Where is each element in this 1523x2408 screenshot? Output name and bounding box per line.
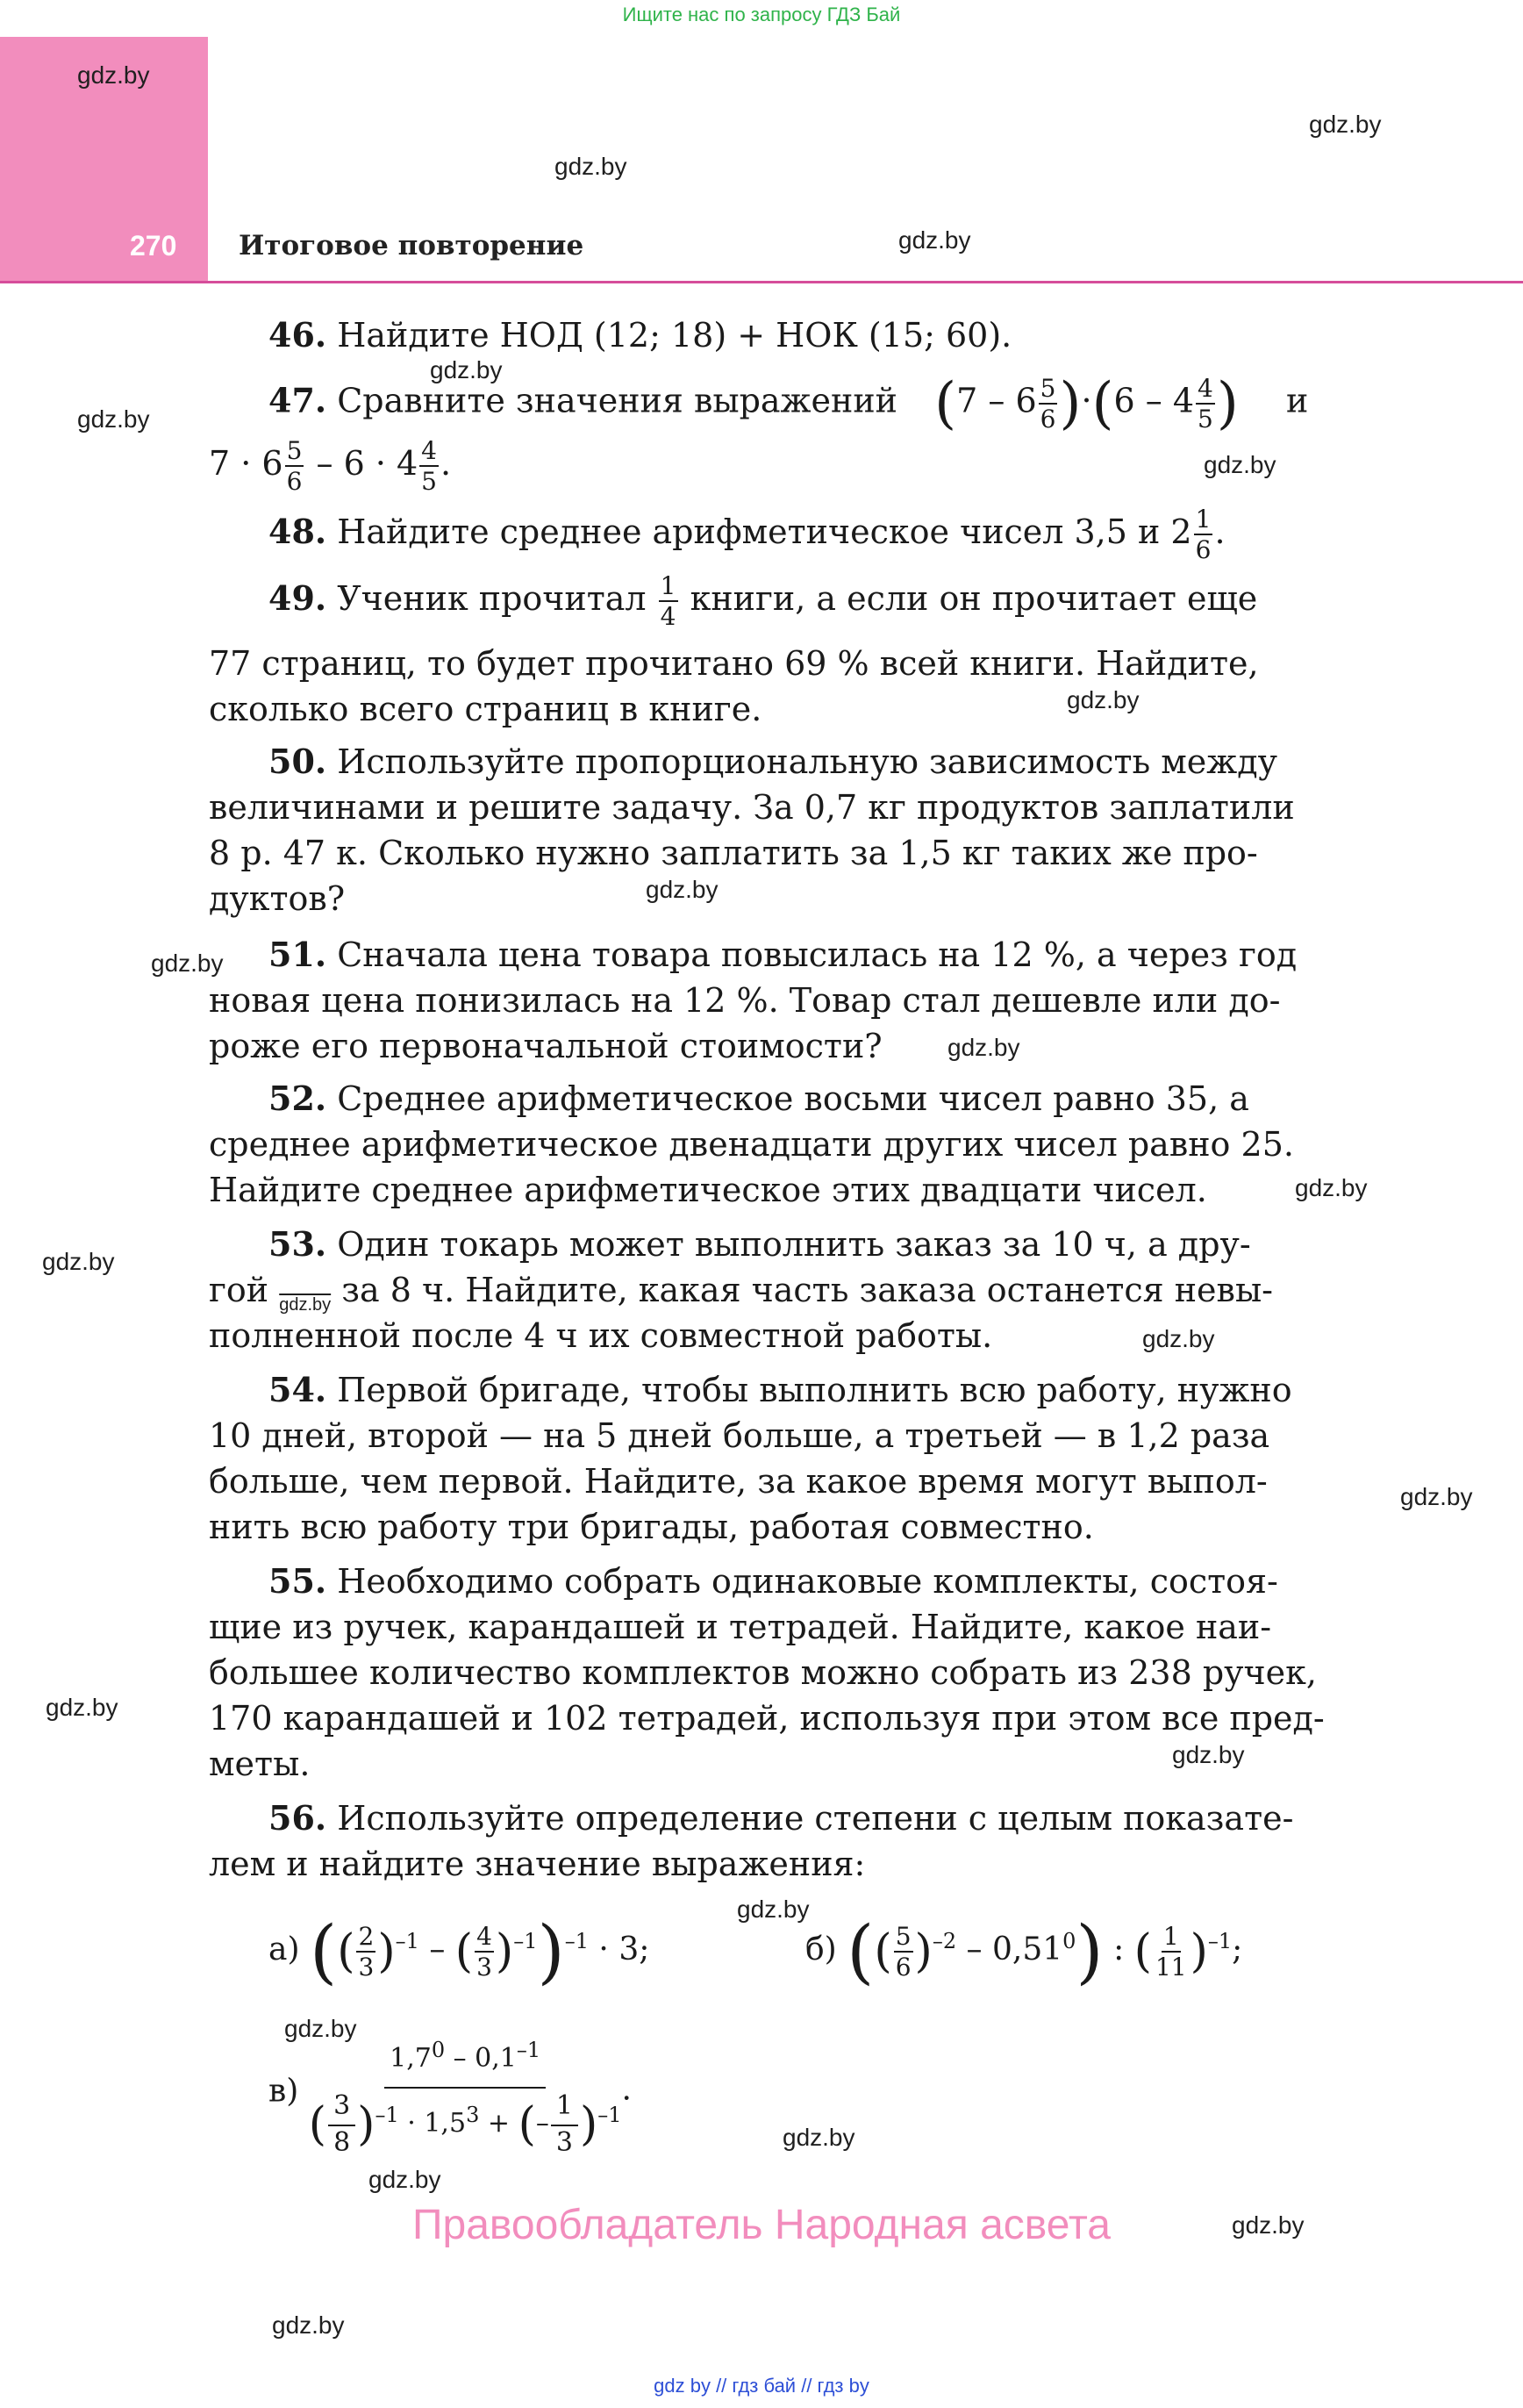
watermark: gdz.by: [646, 876, 719, 903]
watermark: gdz.by: [1309, 111, 1382, 138]
watermark: gdz.by: [1204, 451, 1276, 478]
task-49-line: 77 страниц, то будет прочитано 69 % всей книги. Найдите,: [209, 644, 1259, 683]
watermark: gdz.by: [783, 2124, 855, 2151]
task-51: 51. Сначала цена товара повысилась на 12 %, а через год: [268, 935, 1298, 974]
watermark: gdz.by: [737, 1896, 810, 1923]
watermark: gdz.by: [1400, 1483, 1473, 1510]
task-49-line: сколько всего страниц в книге.: [209, 690, 762, 728]
watermark: gdz.by: [1067, 686, 1140, 713]
task-52: 52. Среднее арифметическое восьми чисел равно 35, а: [268, 1079, 1249, 1118]
watermark: gdz.by: [368, 2166, 441, 2193]
task-47: 47. Сравните значения выражений (7 – 6 $\frac{5}{6}$ )·(6 – 4 $\frac{4}{5}$ ) и: [268, 371, 1309, 436]
task-56-line: лем и найдите значение выражения:: [209, 1845, 866, 1883]
task-55-line: щие из ручек, карандашей и тетрадей. Найдите, какое наи-: [209, 1608, 1272, 1646]
watermark: gdz.by: [947, 1034, 1020, 1061]
task-50: 50. Используйте пропорциональную зависимость между: [268, 742, 1278, 781]
task-49: 49. Ученик прочитал $\frac{1}{4}$ книги, а если он прочитает еще: [268, 571, 1258, 631]
task-52-line: Найдите среднее арифметическое этих двадцати чисел.: [209, 1171, 1207, 1209]
watermark: gdz.by: [77, 61, 150, 89]
watermark: gdz.by: [1232, 2211, 1305, 2239]
task-50-line: 8 р. 47 к. Сколько нужно заплатить за 1,5 кг таких же про-: [209, 834, 1258, 872]
watermark: gdz.by: [46, 1694, 118, 1721]
footer-links[interactable]: gdz by // гдз бай // гдз by: [654, 2375, 869, 2397]
task-46: 46. Найдите НОД (12; 18) + НОК (15; 60).: [268, 315, 1012, 355]
task-53-line: гой $_{gdz.by}$ за 8 ч. Найдите, какая часть заказа останется невы-: [209, 1271, 1274, 1315]
task-47-expr: 7 · 6 $\frac{5}{6}$ – 6 · 4 $\frac{4}{5}$ .: [209, 436, 452, 496]
task-54: 54. Первой бригаде, чтобы выполнить всю работу, нужно: [268, 1370, 1292, 1409]
task-50-line: величинами и решите задачу. За 0,7 кг продуктов заплатили: [209, 788, 1295, 827]
task-55-line: 170 карандашей и 102 тетрадей, используя при этом все пред-: [209, 1699, 1325, 1738]
watermark: gdz.by: [151, 950, 224, 977]
copyright-notice: Правообладатель Народная асвета: [412, 2202, 1111, 2248]
task-55-line: меты.: [209, 1745, 311, 1783]
task-54-line: 10 дней, второй — на 5 дней больше, а третьей — в 1,2 раза: [209, 1416, 1270, 1455]
watermark: gdz.by: [554, 153, 627, 180]
watermark: gdz.by: [1172, 1741, 1245, 1768]
task-56-c: в) $1,7^0 - 0,1^{-1}$ ( $\frac{3}{8}$ )$^{-1} \cdot 1,5^3$ + (– $\frac{1}{3}$ )$^{-1}$ .: [268, 2027, 632, 2156]
task-56: 56. Используйте определение степени с целым показате-: [268, 1798, 1294, 1838]
section-title: Итоговое повторение: [239, 230, 584, 262]
watermark: gdz.by: [42, 1248, 115, 1275]
task-48: 48. Найдите среднее арифметическое чисел 3,5 и 2 $\frac{1}{6}$ .: [268, 505, 1226, 564]
watermark: gdz.by: [1142, 1325, 1215, 1352]
task-51-line: роже его первоначальной стоимости?: [209, 1027, 883, 1065]
task-53-line: полненной после 4 ч их совместной работы.: [209, 1316, 993, 1355]
task-55: 55. Необходимо собрать одинаковые комплекты, состоя-: [268, 1561, 1278, 1601]
top-banner[interactable]: Ищите нас по запросу ГДЗ Бай: [622, 4, 901, 25]
task-52-line: среднее арифметическое двенадцати других чисел равно 25.: [209, 1125, 1294, 1164]
watermark: gdz.by: [430, 356, 503, 383]
watermark: gdz.by: [1295, 1174, 1368, 1201]
watermark: gdz.by: [279, 1295, 332, 1315]
task-55-line: большее количество комплектов можно собрать из 238 ручек,: [209, 1653, 1317, 1692]
task-54-line: больше, чем первой. Найдите, за какое время могут выпол-: [209, 1462, 1268, 1501]
watermark: gdz.by: [898, 226, 971, 254]
task-56-a: а) (( $\frac{2}{3}$ )$^{-1}$ – ( $\frac{4}{3}$ )$^{-1}$)$^{-1}$ · 3;: [268, 1910, 650, 1992]
watermark: gdz.by: [272, 2311, 345, 2339]
page-number: 270: [130, 230, 177, 262]
task-54-line: нить всю работу три бригады, работая совместно.: [209, 1508, 1094, 1546]
watermark: gdz.by: [77, 405, 150, 433]
watermark: gdz.by: [284, 2015, 357, 2042]
task-53: 53. Один токарь может выполнить заказ за 10 ч, а дру-: [268, 1224, 1251, 1264]
task-51-line: новая цена понизилась на 12 %. Товар стал дешевле или до-: [209, 981, 1281, 1020]
task-50-line: дуктов?: [209, 879, 346, 918]
header-divider: [0, 281, 1523, 283]
task-56-b: б) (( $\frac{5}{6}$ )$^{-2}$ – 0,51$^0$) : ( $\frac{1}{11}$ )$^{-1}$;: [805, 1910, 1243, 1992]
